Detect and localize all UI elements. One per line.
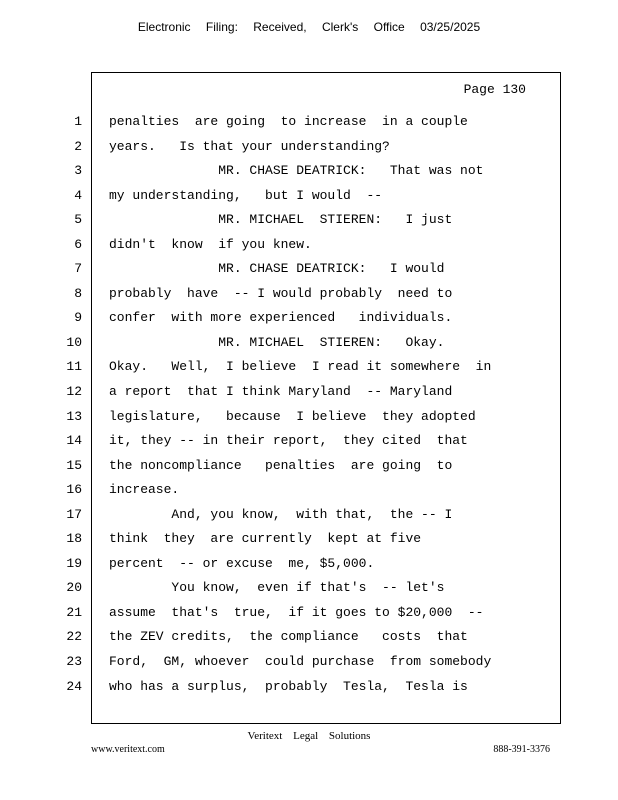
- transcript-line: [0, 233, 618, 258]
- line-text: it, they -- in their report, they cited that: [109, 433, 468, 449]
- line-number: 5: [74, 212, 82, 228]
- line-number: 1: [74, 114, 82, 129]
- line-text: a report that I think Maryland -- Maryland: [109, 384, 453, 400]
- line-number: 20: [66, 580, 82, 596]
- transcript-line: [0, 257, 618, 282]
- filing-header-word: Clerk's: [321, 20, 359, 34]
- line-number: 14: [66, 433, 82, 449]
- line-number: 6: [74, 236, 82, 252]
- filing-header-word: Electronic: [137, 20, 191, 34]
- transcript-line: [0, 405, 618, 430]
- line-number: 9: [74, 310, 82, 326]
- transcript-line: [0, 306, 618, 331]
- line-number: 10: [66, 334, 82, 350]
- line-text: who has a surplus, probably Tesla, Tesla is: [109, 678, 468, 694]
- line-text: the ZEV credits, the compliance costs that: [109, 629, 468, 645]
- line-number: 19: [66, 555, 82, 571]
- transcript-line: [0, 527, 618, 552]
- line-number: 12: [66, 384, 82, 400]
- line-text: the noncompliance penalties are going to: [109, 457, 453, 473]
- line-text: MR. CHASE DEATRICK: I would: [109, 261, 445, 277]
- transcript-line: [0, 576, 618, 601]
- line-number: 16: [66, 482, 82, 498]
- line-text: didn't know if you knew.: [109, 236, 312, 252]
- line-text: penalties are going to increase in a couple: [109, 114, 468, 129]
- footer-website: www.veritext.com: [91, 744, 165, 755]
- transcript-line: [0, 503, 618, 528]
- line-text: years. Is that your understanding?: [109, 138, 390, 154]
- transcript-line: [0, 675, 618, 700]
- filing-header-word: Filing:: [205, 20, 238, 34]
- line-number: 17: [66, 506, 82, 522]
- line-text: MR. MICHAEL STIEREN: Okay.: [109, 334, 445, 350]
- line-number: 22: [66, 629, 82, 645]
- line-text: increase.: [109, 482, 180, 498]
- transcript-line: [0, 650, 618, 675]
- transcript-line: [0, 208, 618, 233]
- filing-header-word: Received,: [253, 20, 307, 34]
- filing-header: [0, 20, 618, 34]
- line-text: legislature, because I believe they adopted: [109, 408, 476, 424]
- line-text: MR. MICHAEL STIEREN: I just: [109, 212, 453, 228]
- line-text: assume that's true, if it goes to $20,000 --: [109, 604, 484, 620]
- transcript-line: [0, 159, 618, 184]
- line-text: And, you know, with that, the -- I: [109, 506, 453, 522]
- transcript-line: [0, 110, 618, 135]
- filing-header-word: Office: [373, 20, 405, 34]
- line-number: 18: [66, 531, 82, 547]
- line-number: 8: [74, 285, 82, 301]
- line-number: 11: [66, 359, 82, 375]
- transcript-line: [0, 380, 618, 405]
- footer-company: [0, 730, 618, 742]
- line-number: 23: [66, 654, 82, 670]
- line-text: think they are currently kept at five: [109, 531, 422, 547]
- line-text: You know, even if that's -- let's: [109, 580, 445, 596]
- transcript-line: [0, 625, 618, 650]
- transcript-line: [0, 135, 618, 160]
- line-text: MR. CHASE DEATRICK: That was not: [109, 163, 484, 179]
- footer-company-word: Veritext: [247, 730, 283, 742]
- transcript-line: [0, 355, 618, 380]
- transcript-line: [0, 601, 618, 626]
- transcript-line: [0, 454, 618, 479]
- line-text: Okay. Well, I believe I read it somewhere in: [109, 359, 492, 375]
- line-text: percent -- or excuse me, $5,000.: [109, 555, 375, 571]
- line-text: probably have -- I would probably need to: [109, 285, 453, 301]
- line-number: 2: [74, 138, 82, 154]
- transcript-line: [0, 429, 618, 454]
- line-number: 13: [66, 408, 82, 424]
- transcript-line: [0, 184, 618, 209]
- line-text: confer with more experienced individuals.: [109, 310, 453, 326]
- transcript-line: [0, 478, 618, 503]
- line-number: 7: [74, 261, 82, 277]
- line-text: Ford, GM, whoever could purchase from somebody: [109, 654, 492, 670]
- line-number: 15: [66, 457, 82, 473]
- line-text: my understanding, but I would --: [109, 187, 383, 203]
- transcript-line: [0, 282, 618, 307]
- footer-phone: 888-391-3376: [493, 744, 550, 755]
- line-number: 4: [74, 187, 82, 203]
- transcript-line: [0, 331, 618, 356]
- line-number: 21: [66, 604, 82, 620]
- filing-header-date: 03/25/2025: [420, 20, 481, 34]
- footer-company-word: Legal: [293, 730, 319, 742]
- footer-company-word: Solutions: [328, 730, 371, 742]
- transcript-line: [0, 552, 618, 577]
- page-number: Page 130: [463, 82, 526, 97]
- line-number: 24: [66, 678, 82, 694]
- transcript-lines: [0, 110, 618, 699]
- line-number: 3: [74, 163, 82, 179]
